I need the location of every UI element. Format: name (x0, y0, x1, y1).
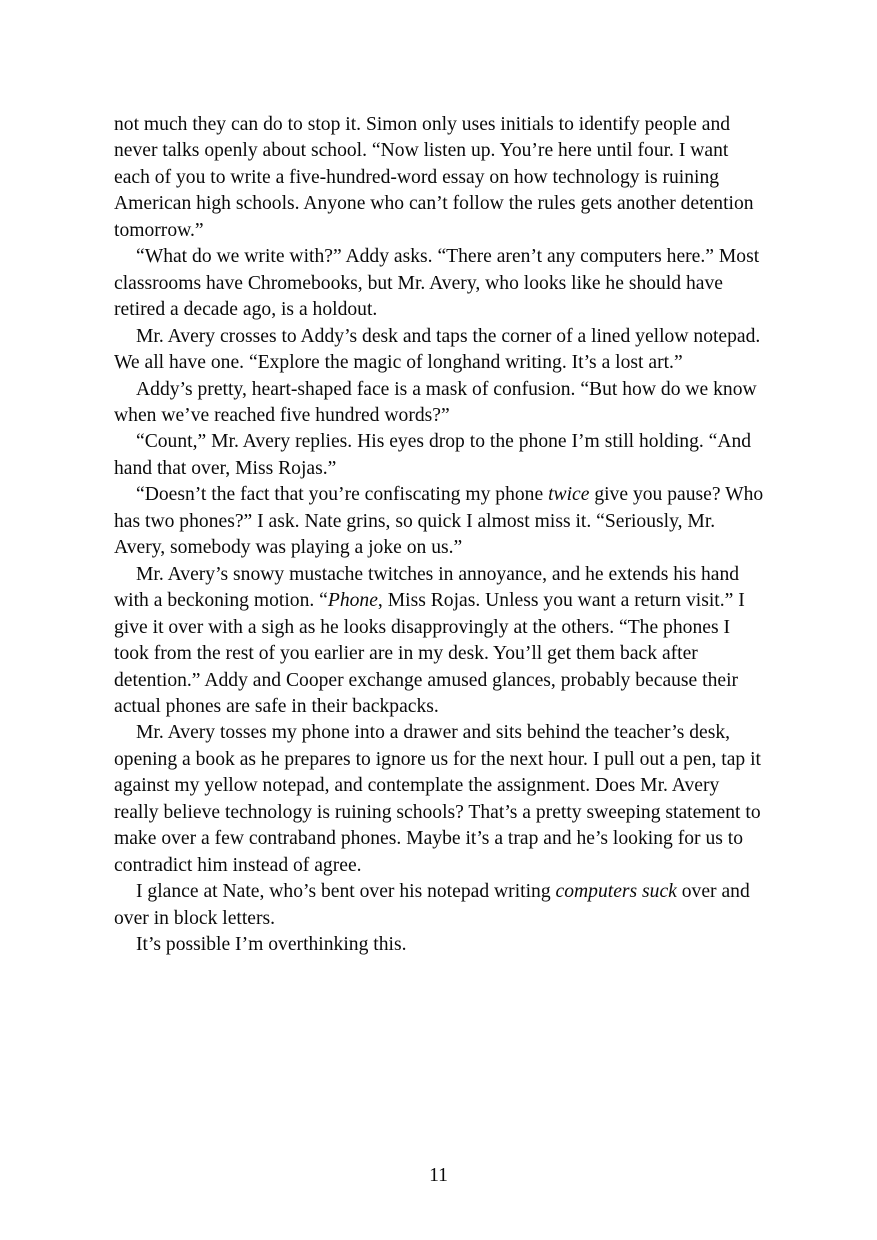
paragraph (114, 377, 767, 430)
page-text (114, 112, 767, 959)
text-run: over and over in block letters. (114, 881, 750, 929)
text-run: Mr. Avery tosses my phone into a drawer and sits behind the teacher’s desk, opening a book as he prepares to ignore us for the next hour. I pull out a pen, tap it against my yellow notepad, and contemplate the assignment. Does Mr. Avery really believe technology is ruining schools? That’s a pretty sweeping statement to make over a few contraband phones. Maybe it’s a trap and he’s looking for us to contradict him instead of agree. (114, 722, 761, 876)
text-run: Addy’s pretty, heart-shaped face is a mask of confusion. “But how do we know when we’ve reached five hundred words?” (114, 378, 757, 426)
text-run: Mr. Avery crosses to Addy’s desk and taps the corner of a lined yellow notepad. We all have one. “Explore the magic of longhand writing. It’s a lost art.” (114, 325, 761, 374)
paragraph (114, 429, 767, 482)
paragraph (114, 879, 767, 932)
italic-text-run: twice (548, 484, 590, 506)
text-run: not much they can do to stop it. Simon only uses initials to identify people and never talks openly about school. “Now listen up. You’re here until four. I want each of you to write a five-hundred-word essay on how technology is ruining American high schools. Anyone who can’t follow the rules gets another detention tomorrow.” (114, 114, 754, 241)
italic-text-run: computers suck (555, 881, 677, 903)
paragraph (114, 324, 767, 377)
text-run: give you pause? Who has two phones?” I ask. Nate grins, so quick I almost miss it. “Seriously, Mr. Avery, somebody was playing a joke on us.” (114, 484, 764, 559)
paragraph (114, 932, 767, 958)
text-run: “Count,” Mr. Avery replies. His eyes drop to the phone I’m still holding. “And hand that over, Miss Rojas.” (114, 431, 752, 479)
italic-text-run: Phone (327, 590, 378, 612)
page-number: 11 (429, 1165, 448, 1186)
text-run: “What do we write with?” Addy asks. “There aren’t any computers here.” Most classrooms have Chromebooks, but Mr. Avery, who looks like he should have retired a decade ago, is a holdout. (114, 246, 760, 321)
paragraph (114, 244, 767, 323)
text-run: Mr. Avery’s snowy mustache twitches in annoyance, and he extends his hand with a beckoning motion. “ (114, 563, 740, 612)
text-run: , Miss Rojas. Unless you want a return visit.” I give it over with a sigh as he looks disapprovingly at the others. “The phones I took from the rest of you earlier are in my desk. You’ll get them back after detention.” Addy and Cooper exchange amused glances, probably because their actual phones are safe in their backpacks. (114, 590, 745, 717)
paragraph (114, 720, 767, 879)
paragraph (114, 482, 767, 561)
text-run: “Doesn’t the fact that you’re confiscating my phone (136, 484, 549, 506)
text-run: I glance at Nate, who’s bent over his notepad writing (136, 881, 556, 903)
paragraph (114, 562, 767, 721)
text-run: It’s possible I’m overthinking this. (136, 934, 407, 956)
paragraph (114, 112, 767, 244)
